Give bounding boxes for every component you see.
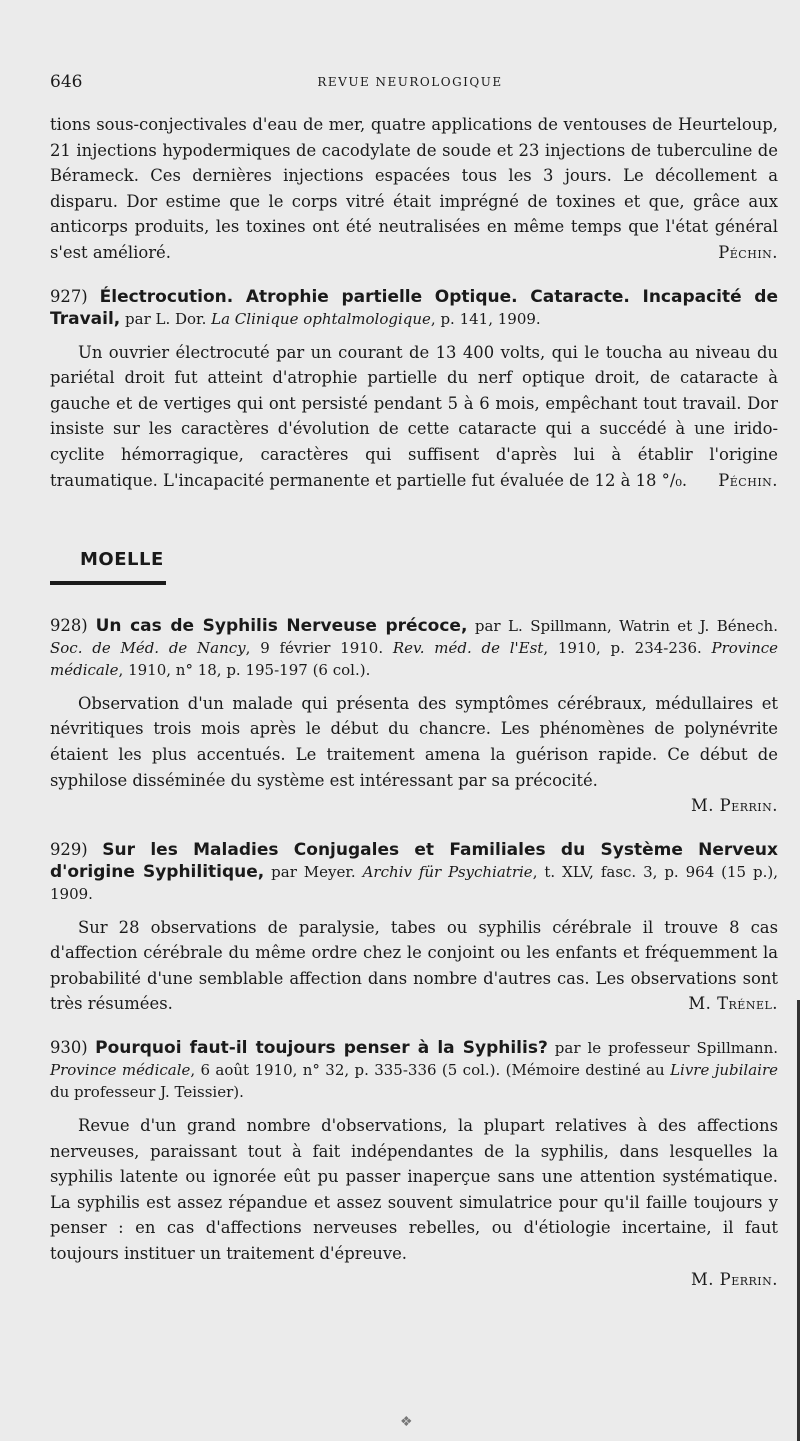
entry-930-ref-rest: du professeur J. Teissier). [50, 1083, 244, 1102]
entry-928 [50, 615, 778, 819]
entry-929 [50, 839, 778, 1017]
entry-928-author: par L. Spillmann, Watrin et J. Bénech. [467, 616, 778, 635]
entry-930-title: Pourquoi faut-il toujours penser à la Syphilis? [95, 1038, 548, 1059]
entry-930-ref-mid: , 6 août 1910, n° 32, p. 335-336 (5 col.). (Mémoire destiné au [190, 1061, 671, 1080]
entry-927-title: Électrocution. Atrophie partielle Optique. Cataracte. Incapacité de Travail, [50, 286, 779, 329]
entry-930-body: Revue d'un grand nombre d'observations, la plupart relatives à des affections nerveuses, paraissant tout à fait indépendantes de la syphilis, dans lesquelles la syphilis latente ou ignorée eût pu passer inaperçue sans une attention systématique. La syphilis est assez répandue et assez souvent simulatrice pour qu'il faille toujours y penser : en cas d'affections nerveuses rebelles, ou d'étiologie incertaine, il faut toujours instituer un traitement d'épreuve. [50, 1116, 778, 1264]
section-heading: MOELLE [50, 547, 166, 585]
entry-928-ref-mid-2: , 1910, p. 234-236. [543, 638, 712, 657]
entry-930-journal-2: Livre jubilaire [670, 1061, 778, 1080]
entry-928-number: 928) [50, 615, 88, 635]
entry-927-heading [50, 286, 778, 330]
entry-930-journal: Province médicale [50, 1061, 191, 1080]
entry-928-journal-3: Province médicale [50, 638, 779, 679]
entry-928-journal: Soc. de Méd. de Nancy [50, 638, 246, 657]
entry-927-signature: Péchin. [718, 470, 778, 490]
entry-928-body: Observation d'un malade qui présenta des symptômes cérébraux, médullaires et névritiques trois mois après le début du chancre. Les phénomènes de polynévrite étaient les plus accentués. Le traitement amena la guérison rapide. Ce début de syphilose disséminée du système est intéressant par sa précocité. [50, 693, 778, 790]
running-title: REVUE NEUROLOGIQUE [317, 75, 503, 89]
entry-929-body: Sur 28 observations de paralysie, tabes ou syphilis cérébrale il trouve 8 cas d'affection cérébrale du même ordre chez le conjoint ou les enfants et fréquemment la probabilité d'une semblable affection dans nombre d'autres cas. Les observations sont très résumées. [50, 917, 778, 1014]
lead-paragraph [50, 112, 778, 266]
entry-930 [50, 1037, 778, 1292]
entry-928-title: Un cas de Syphilis Nerveuse précoce, [95, 615, 468, 636]
entry-928-signature: M. Perrin. [690, 796, 778, 816]
entry-927-journal: La Clinique ophtalmologique [211, 309, 431, 328]
entry-930-number: 930) [50, 1038, 88, 1058]
entry-929-ref-rest: , t. XLV, fasc. 3, p. 964 (15 p.), 1909. [50, 862, 778, 903]
print-speck-mark: ❖ [400, 1414, 413, 1430]
page-header [50, 72, 770, 94]
entry-930-signature: M. Perrin. [690, 1269, 778, 1289]
entry-928-heading [50, 615, 778, 681]
entry-927-body [50, 340, 778, 494]
entry-929-title: Sur les Maladies Conjugales et Familiales du Système Nerveux d'origine Syphilitique, [50, 839, 778, 882]
entry-929-signature: M. Trénel. [688, 994, 778, 1014]
entry-927-ref-rest: , p. 141, 1909. [430, 309, 541, 328]
entry-929-heading [50, 839, 778, 905]
page-content [50, 112, 778, 1292]
lead-signature: Péchin. [718, 242, 778, 262]
entry-929-number: 929) [50, 839, 88, 859]
entry-927-body-text: Un ouvrier électrocuté par un courant de 13 400 volts, qui le toucha au niveau du pariétal droit fut atteint d'atrophie partielle du nerf optique droit, de cataracte à gauche et de vertiges qui ont persisté pendant 5 à 6 mois, empêchant tout travail. Dor insiste sur les caractères d'évolution de cette cataracte qui a succédé à une irido-cyclite hémorragique, caractères qui suffisent d'après lui à établir l'origine traumatique. L'incapacité permanente et partielle fut évaluée de 12 à 18 °/₀. [50, 342, 778, 490]
entry-928-ref-mid: , 9 février 1910. [245, 638, 393, 657]
entry-927-author: par L. Dor. [120, 309, 212, 328]
entry-928-journal-2: Rev. méd. de l'Est [392, 638, 544, 657]
entry-927 [50, 286, 778, 494]
lead-text: tions sous-conjectivales d'eau de mer, quatre applications de ventouses de Heurteloup, 21 injections hypodermiques de cacodylate de soude et 23 injections de tuberculine de Bérameck. Ces dernières injections espacées tous les 3 jours. Le décollement a disparu. Dor estime que le corps vitré était imprégné de toxines et que, grâce aux anticorps produits, les toxines ont été neutralisées en même temps que l'état général s'est amélioré. [50, 115, 778, 262]
entry-930-author: par le professeur Spillmann. [547, 1039, 779, 1058]
page-number: 646 [50, 72, 83, 92]
entry-929-journal: Archiv für Psychiatrie [362, 862, 533, 881]
entry-928-ref-rest: , 1910, n° 18, p. 195-197 (6 col.). [118, 660, 371, 679]
entry-930-heading [50, 1037, 778, 1103]
entry-929-author: par Meyer. [264, 862, 363, 881]
entry-927-number: 927) [50, 286, 88, 306]
